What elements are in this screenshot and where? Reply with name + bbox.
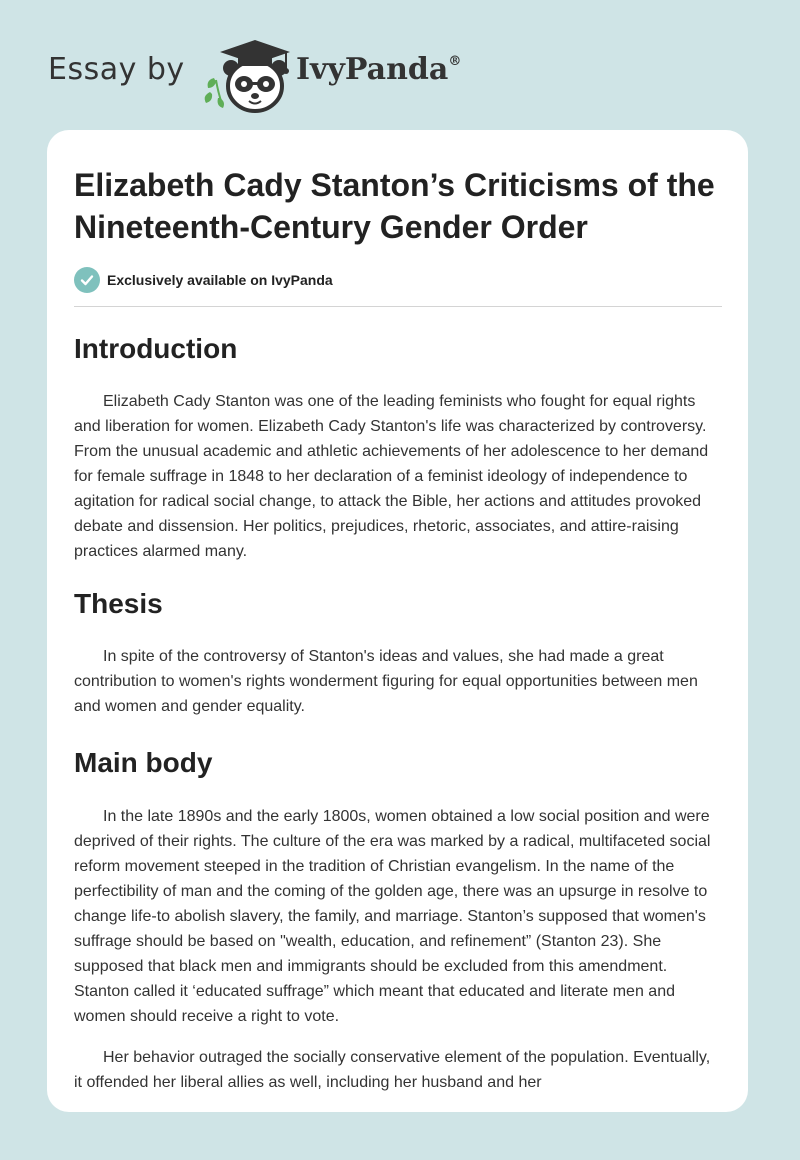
checkmark-icon: [74, 267, 100, 293]
title-divider: [74, 306, 722, 307]
site-header: [48, 30, 748, 110]
registered-mark: ®: [448, 54, 462, 69]
section-heading-thesis: Thesis: [74, 588, 163, 619]
essay-by-label: Essay by: [48, 52, 185, 87]
paragraph: Elizabeth Cady Stanton was one of the leading feminists who fought for equal rights and liberation for women. Elizabeth Cady Stanton's life was characterized by controversy. From the unusual academic and athletic achievements of her adolescence to her demand for female suffrage in 1848 to her declaration of a feminist ideology of independence to agitation for radical social change, to attack the Bible, her actions and attitudes provoked debate and dissension. Her politics, prejudices, rhetoric, associates, and attire-raising practices alarmed many.: [74, 393, 709, 560]
paragraph: In the late 1890s and the early 1800s, women obtained a low social position and were deprived of their rights. The culture of the era was marked by a radical, multifaceted social reform movement steeped in the tradition of Christian evangelism. In the name of the perfectibility of man and the coming of the golden age, there was an upsurge in resolve to change life-to abolish slavery, the family, and marriage. Stanton’s supposed that women's suffrage should be based on "wealth, education, and refinement” (Stanton 23). She supposed that black men and immigrants should be excluded from this amendment. Stanton called it ‘educated suffrage” which meant that educated and literate men and women should receive a right to vote.: [74, 808, 711, 1025]
ivypanda-mascot-icon: [200, 34, 300, 114]
exclusive-badge: [74, 266, 722, 294]
essay-title: Elizabeth Cady Stanton’s Criticisms of the Nineteenth-Century Gender Order: [74, 167, 715, 245]
essay-card: [47, 130, 748, 1112]
ivypanda-logo[interactable]: [296, 52, 461, 87]
paragraph: Her behavior outraged the socially conservative element of the population. Eventually, it offended her liberal allies as well, including her husband and her: [74, 1049, 711, 1091]
brand-name: IvyPanda: [296, 52, 449, 87]
paragraph: In spite of the controversy of Stanton's ideas and values, she had made a great contribution to women's rights wonderment figuring for equal opportunities between men and women and gender equality.: [74, 648, 698, 715]
section-heading-introduction: Introduction: [74, 333, 238, 364]
section-heading-main-body: Main body: [74, 747, 213, 778]
exclusive-badge-label: Exclusively available on IvyPanda: [107, 272, 333, 288]
essay-content: [74, 164, 722, 1095]
